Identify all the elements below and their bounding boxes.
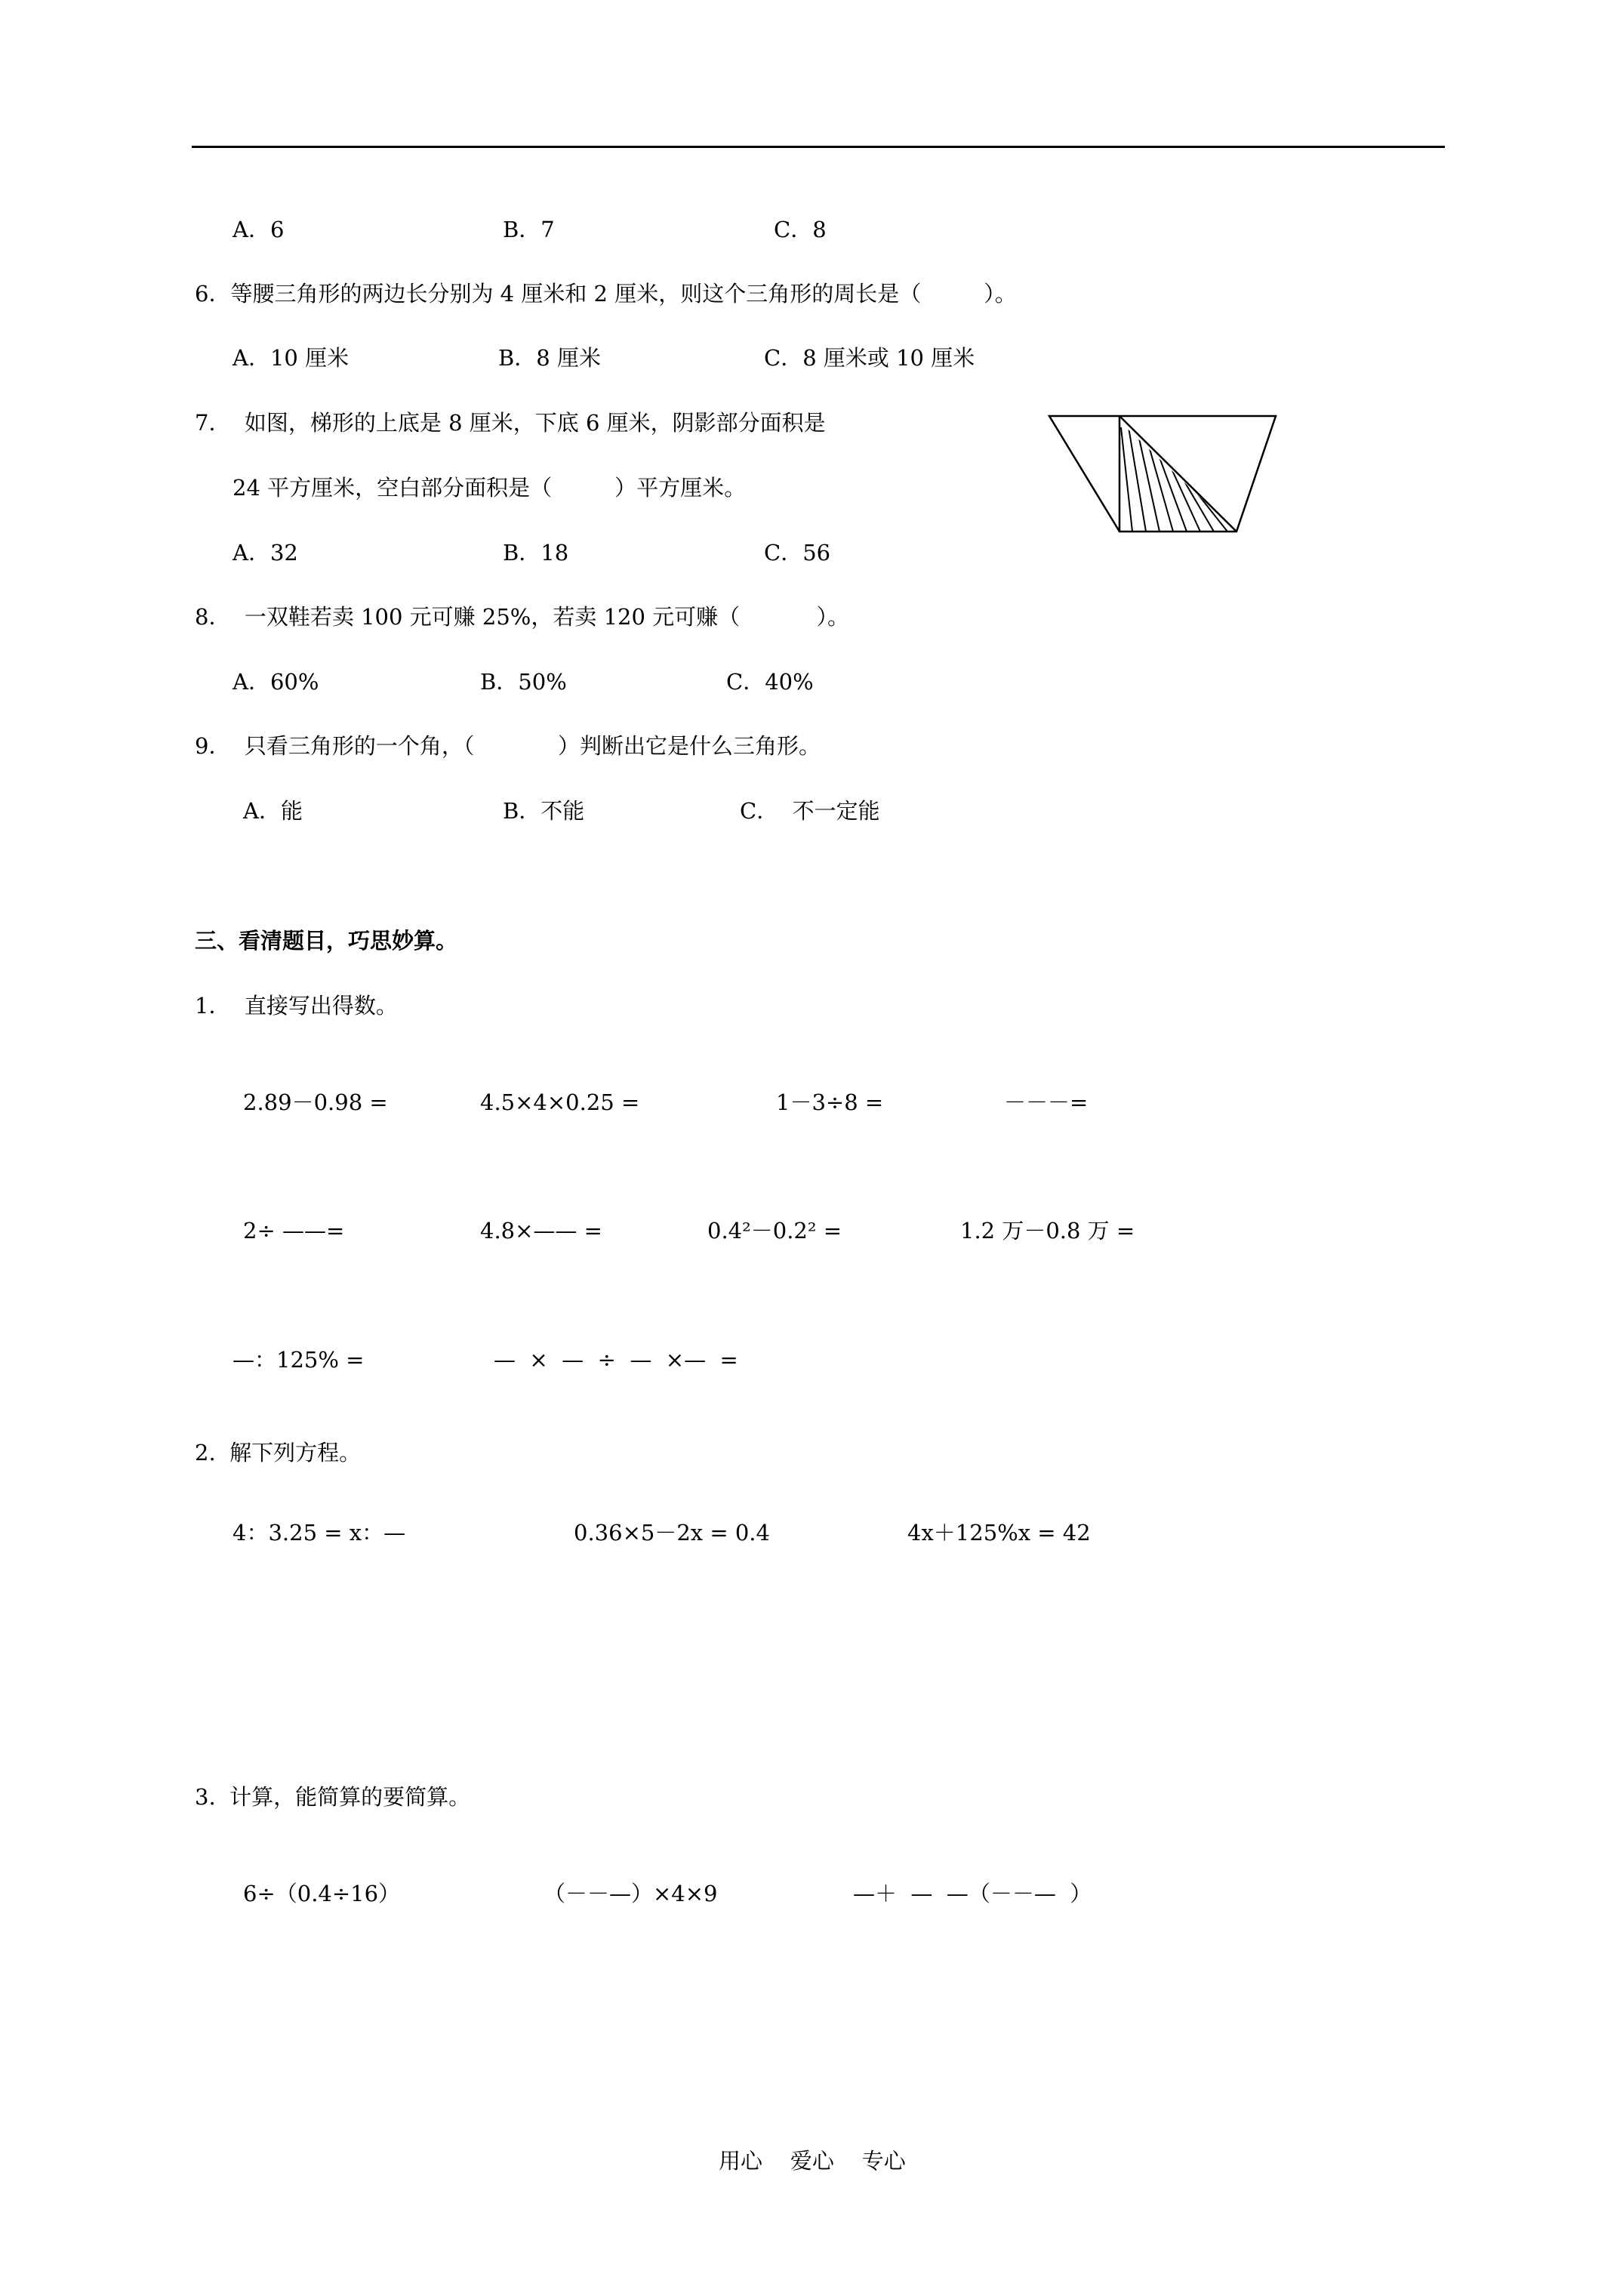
q6-option-c: C．8 厘米或 10 厘米 <box>764 345 975 371</box>
mental-math-item: 1.2 万－0.8 万 = <box>960 1218 1135 1244</box>
q7-stem-line2: 24 平方厘米，空白部分面积是（ ）平方厘米。 <box>233 475 747 501</box>
q7-option-b: B．18 <box>503 540 569 566</box>
q8-stem: 8． 一双鞋若卖 100 元可赚 25%，若卖 120 元可赚（ ）。 <box>195 604 850 630</box>
q6-option-a: A．10 厘米 <box>233 345 350 371</box>
mental-math-item: 0.4²－0.2² = <box>707 1218 842 1244</box>
q8-option-a: A．60% <box>233 669 319 695</box>
q9-stem: 9． 只看三角形的一个角，（ ）判断出它是什么三角形。 <box>195 733 821 759</box>
section3-title: 三、看清题目，巧思妙算。 <box>195 928 458 954</box>
trapezoid-figure <box>1042 412 1283 537</box>
q8-option-c: C．40% <box>726 669 814 695</box>
part3-title: 3. 计算，能简算的要简算。 <box>195 1784 471 1810</box>
mental-math-item: －－－= <box>1004 1089 1089 1115</box>
q9-option-a: A．能 <box>243 798 303 824</box>
equation-item: 4x＋125%x = 42 <box>907 1520 1091 1546</box>
equation-item: 0.36×5－2x = 0.4 <box>574 1520 770 1546</box>
q6-option-b: B．8 厘米 <box>498 345 601 371</box>
calc-item: —＋ — —（－－— ） <box>853 1881 1092 1906</box>
part1-title: 1． 直接写出得数。 <box>195 993 398 1019</box>
part2-title: 2. 解下列方程。 <box>195 1440 362 1465</box>
mental-math-item: — × — ÷ — ×— = <box>494 1347 738 1373</box>
trapezoid-outline <box>1049 416 1276 532</box>
header-rule <box>192 146 1445 148</box>
calc-item: 6÷（0.4÷16） <box>243 1881 401 1906</box>
mental-math-item: —：125% = <box>233 1347 365 1373</box>
q5-option-c: C．8 <box>774 217 827 242</box>
q5-option-a: A．6 <box>233 217 285 242</box>
q7-option-c: C．56 <box>764 540 831 566</box>
shaded-triangle <box>1121 427 1227 532</box>
q8-option-b: B．50% <box>480 669 567 695</box>
q7-stem-line1: 7． 如图，梯形的上底是 8 厘米，下底 6 厘米，阴影部分面积是 <box>195 410 826 436</box>
mental-math-item: 1－3÷8 = <box>776 1089 884 1115</box>
q5-option-b: B．7 <box>503 217 555 242</box>
page-footer: 用心 爱心 专心 <box>719 2148 906 2174</box>
mental-math-item: 4.5×4×0.25 = <box>480 1089 640 1115</box>
mental-math-item: 2.89－0.98 = <box>243 1089 388 1115</box>
q9-option-b: B．不能 <box>503 798 585 824</box>
mental-math-item: 2÷ ——= <box>243 1218 345 1244</box>
mental-math-item: 4.8×—— = <box>480 1218 602 1244</box>
q6-stem: 6．等腰三角形的两边长分别为 4 厘米和 2 厘米，则这个三角形的周长是（ ）。 <box>195 281 1017 307</box>
calc-item: （－－—）×4×9 <box>544 1881 718 1906</box>
q9-option-c: C． 不一定能 <box>740 798 880 824</box>
equation-item: 4：3.25 = x：— <box>233 1520 406 1546</box>
q7-option-a: A．32 <box>233 540 298 566</box>
